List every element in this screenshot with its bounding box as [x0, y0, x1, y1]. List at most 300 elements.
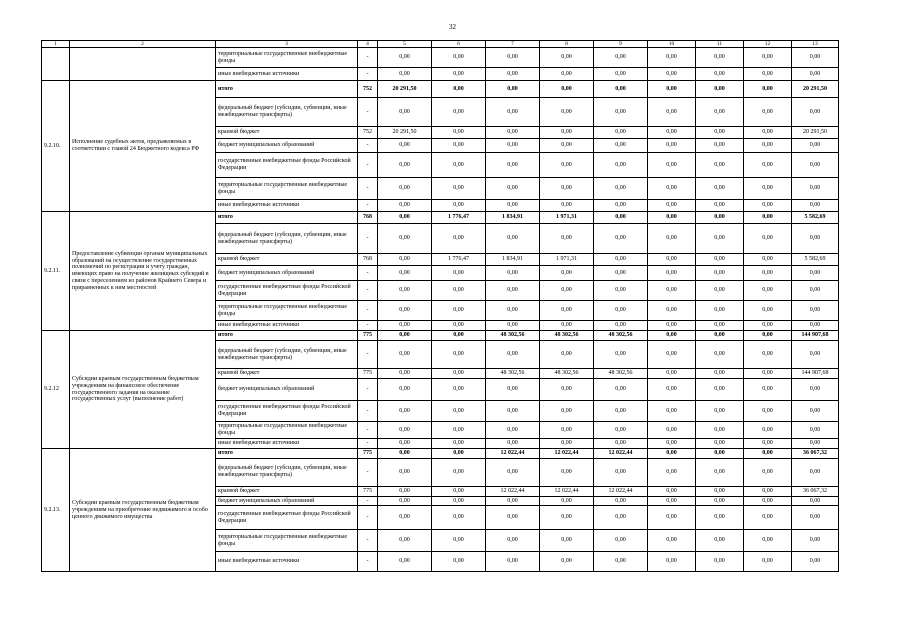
funding-source: иные внебюджетные источники	[216, 321, 358, 331]
amount-cell: 0,00	[696, 506, 744, 530]
amount-cell: 0,00	[696, 254, 744, 266]
amount-cell: 20 291,50	[792, 127, 839, 139]
budget-code: -	[358, 98, 378, 127]
amount-cell: 0,00	[378, 178, 432, 200]
amount-cell: 0,00	[594, 254, 648, 266]
funding-source: территориальные государственные внебюджетные фонды	[216, 301, 358, 321]
amount-cell: 0,00	[744, 552, 792, 572]
amount-cell: 0,00	[744, 422, 792, 439]
budget-code: -	[358, 200, 378, 212]
amount-cell: 0,00	[744, 48, 792, 68]
amount-cell: 0,00	[648, 48, 696, 68]
amount-cell: 12 022,44	[486, 448, 540, 458]
column-number: 13	[792, 41, 839, 48]
amount-cell: 0,00	[648, 139, 696, 153]
column-number: 7	[486, 41, 540, 48]
amount-cell: 0,00	[378, 552, 432, 572]
funding-source: федеральный бюджет (субсидии, субвенции, иные межбюджетные трансферты)	[216, 341, 358, 369]
amount-cell: 0,00	[432, 438, 486, 448]
amount-cell: 0,00	[744, 281, 792, 301]
amount-cell: 0,00	[648, 438, 696, 448]
amount-cell: 0,00	[792, 530, 839, 552]
amount-cell: 0,00	[432, 401, 486, 422]
amount-cell: 0,00	[792, 422, 839, 439]
amount-cell: 0,00	[696, 438, 744, 448]
amount-cell: 48 302,56	[540, 331, 594, 341]
budget-code: 752	[358, 127, 378, 139]
amount-cell: 0,00	[648, 486, 696, 496]
item-number: 9.2.11.	[42, 212, 70, 331]
amount-cell: 0,00	[378, 341, 432, 369]
amount-cell: 0,00	[432, 224, 486, 254]
funding-source: краевой бюджет	[216, 369, 358, 379]
amount-cell: 0,00	[486, 178, 540, 200]
amount-cell: 0,00	[744, 266, 792, 281]
amount-cell: 0,00	[648, 81, 696, 98]
amount-cell: 0,00	[378, 68, 432, 81]
amount-cell: 0,00	[744, 486, 792, 496]
amount-cell: 0,00	[432, 127, 486, 139]
amount-cell: 0,00	[378, 48, 432, 68]
budget-code: -	[358, 321, 378, 331]
amount-cell: 0,00	[648, 496, 696, 506]
column-number: 6	[432, 41, 486, 48]
amount-cell: 0,00	[594, 127, 648, 139]
amount-cell: 0,00	[648, 212, 696, 224]
amount-cell: 0,00	[432, 281, 486, 301]
item-number: 9.2.12	[42, 331, 70, 448]
amount-cell: 0,00	[792, 98, 839, 127]
budget-code: -	[358, 178, 378, 200]
amount-cell: 0,00	[486, 139, 540, 153]
amount-cell: 0,00	[540, 127, 594, 139]
budget-code: -	[358, 401, 378, 422]
amount-cell: 0,00	[594, 139, 648, 153]
amount-cell: 0,00	[378, 438, 432, 448]
amount-cell: 0,00	[648, 369, 696, 379]
amount-cell: 1 834,91	[486, 212, 540, 224]
amount-cell: 0,00	[540, 438, 594, 448]
amount-cell: 20 291,50	[378, 127, 432, 139]
amount-cell: 0,00	[432, 321, 486, 331]
amount-cell: 0,00	[594, 422, 648, 439]
amount-cell: 0,00	[378, 369, 432, 379]
amount-cell: 0,00	[486, 81, 540, 98]
amount-cell: 0,00	[792, 458, 839, 486]
amount-cell: 0,00	[486, 379, 540, 401]
amount-cell: 0,00	[378, 266, 432, 281]
amount-cell: 0,00	[648, 552, 696, 572]
budget-code: -	[358, 552, 378, 572]
amount-cell: 0,00	[486, 266, 540, 281]
funding-source: государственные внебюджетные фонды Российской Федерации	[216, 281, 358, 301]
amount-cell: 0,00	[594, 321, 648, 331]
budget-code: -	[358, 266, 378, 281]
table-row	[42, 448, 839, 458]
amount-cell: 0,00	[486, 438, 540, 448]
amount-cell: 0,00	[696, 224, 744, 254]
funding-source: государственные внебюджетные фонды Российской Федерации	[216, 506, 358, 530]
amount-cell: 0,00	[792, 438, 839, 448]
amount-cell: 0,00	[594, 81, 648, 98]
column-number: 10	[648, 41, 696, 48]
amount-cell: 0,00	[540, 401, 594, 422]
amount-cell: 0,00	[486, 506, 540, 530]
amount-cell: 36 067,32	[792, 448, 839, 458]
amount-cell: 0,00	[792, 552, 839, 572]
amount-cell: 0,00	[648, 458, 696, 486]
amount-cell: 0,00	[378, 422, 432, 439]
amount-cell: 0,00	[594, 68, 648, 81]
funding-source: итого	[216, 448, 358, 458]
amount-cell: 0,00	[744, 212, 792, 224]
amount-cell: 48 302,56	[594, 369, 648, 379]
amount-cell: 0,00	[744, 224, 792, 254]
amount-cell: 0,00	[540, 422, 594, 439]
column-number: 2	[70, 41, 216, 48]
amount-cell: 0,00	[594, 200, 648, 212]
amount-cell: 0,00	[540, 68, 594, 81]
amount-cell: 0,00	[594, 212, 648, 224]
amount-cell: 0,00	[792, 379, 839, 401]
amount-cell: 0,00	[696, 486, 744, 496]
amount-cell: 0,00	[648, 341, 696, 369]
amount-cell: 0,00	[486, 422, 540, 439]
amount-cell: 0,00	[744, 139, 792, 153]
amount-cell: 0,00	[696, 68, 744, 81]
item-number: 9.2.13.	[42, 448, 70, 572]
amount-cell: 0,00	[792, 301, 839, 321]
column-number: 12	[744, 41, 792, 48]
amount-cell: 0,00	[486, 401, 540, 422]
funding-source: федеральный бюджет (субсидии, субвенции, иные межбюджетные трансферты)	[216, 458, 358, 486]
amount-cell: 0,00	[696, 552, 744, 572]
amount-cell: 0,00	[540, 224, 594, 254]
amount-cell: 0,00	[594, 401, 648, 422]
amount-cell: 0,00	[648, 178, 696, 200]
amount-cell: 0,00	[432, 139, 486, 153]
amount-cell: 0,00	[378, 496, 432, 506]
amount-cell: 0,00	[744, 341, 792, 369]
funding-source: федеральный бюджет (субсидии, субвенции, иные межбюджетные трансферты)	[216, 224, 358, 254]
amount-cell: 0,00	[696, 98, 744, 127]
amount-cell: 0,00	[648, 530, 696, 552]
funding-source: иные внебюджетные источники	[216, 68, 358, 81]
amount-cell: 0,00	[792, 496, 839, 506]
amount-cell: 0,00	[744, 506, 792, 530]
amount-cell: 0,00	[696, 139, 744, 153]
amount-cell: 0,00	[486, 153, 540, 178]
amount-cell: 0,00	[540, 530, 594, 552]
amount-cell: 0,00	[594, 341, 648, 369]
amount-cell: 0,00	[744, 68, 792, 81]
amount-cell: 5 582,69	[792, 212, 839, 224]
amount-cell: 0,00	[432, 153, 486, 178]
amount-cell: 48 302,56	[594, 331, 648, 341]
funding-source: бюджет муниципальных образований	[216, 379, 358, 401]
amount-cell: 0,00	[594, 266, 648, 281]
amount-cell: 0,00	[594, 530, 648, 552]
funding-source: иные внебюджетные источники	[216, 438, 358, 448]
budget-code: 775	[358, 486, 378, 496]
amount-cell: 0,00	[744, 448, 792, 458]
amount-cell: 0,00	[744, 153, 792, 178]
amount-cell: 0,00	[744, 379, 792, 401]
amount-cell: 0,00	[594, 153, 648, 178]
column-number: 8	[540, 41, 594, 48]
amount-cell: 12 022,44	[540, 486, 594, 496]
amount-cell: 20 291,50	[378, 81, 432, 98]
budget-code: -	[358, 68, 378, 81]
item-name: Субсидии краевым государственным бюджетным учреждениям на приобретение недвижимого и особо ценного движимого имущества	[70, 448, 216, 572]
column-number: 9	[594, 41, 648, 48]
amount-cell: 0,00	[648, 379, 696, 401]
item-number: 9.2.10.	[42, 81, 70, 212]
amount-cell: 0,00	[486, 281, 540, 301]
amount-cell: 0,00	[486, 552, 540, 572]
amount-cell: 0,00	[696, 212, 744, 224]
amount-cell: 0,00	[432, 506, 486, 530]
amount-cell: 48 302,56	[540, 369, 594, 379]
amount-cell: 0,00	[540, 200, 594, 212]
amount-cell: 0,00	[432, 178, 486, 200]
budget-code: -	[358, 48, 378, 68]
amount-cell: 0,00	[486, 458, 540, 486]
amount-cell: 36 067,32	[792, 486, 839, 496]
funding-source: государственные внебюджетные фонды Российской Федерации	[216, 401, 358, 422]
amount-cell: 0,00	[594, 48, 648, 68]
column-number: 5	[378, 41, 432, 48]
funding-source: бюджет муниципальных образований	[216, 496, 358, 506]
amount-cell: 0,00	[432, 81, 486, 98]
amount-cell: 0,00	[594, 379, 648, 401]
column-number-row	[42, 41, 839, 48]
amount-cell: 0,00	[696, 48, 744, 68]
table-row	[42, 48, 839, 68]
amount-cell: 0,00	[696, 458, 744, 486]
amount-cell: 0,00	[540, 153, 594, 178]
budget-code: -	[358, 530, 378, 552]
budget-code: 752	[358, 81, 378, 98]
budget-code: -	[358, 458, 378, 486]
amount-cell: 0,00	[432, 341, 486, 369]
amount-cell: 0,00	[540, 48, 594, 68]
amount-cell: 0,00	[792, 153, 839, 178]
amount-cell: 0,00	[378, 301, 432, 321]
budget-code: 775	[358, 331, 378, 341]
amount-cell: 0,00	[648, 98, 696, 127]
amount-cell: 0,00	[594, 458, 648, 486]
budget-code: -	[358, 438, 378, 448]
amount-cell: 5 582,69	[792, 254, 839, 266]
amount-cell: 0,00	[648, 448, 696, 458]
amount-cell: 0,00	[792, 68, 839, 81]
amount-cell: 12 022,44	[594, 486, 648, 496]
amount-cell: 0,00	[648, 281, 696, 301]
amount-cell: 0,00	[594, 224, 648, 254]
amount-cell: 0,00	[486, 321, 540, 331]
amount-cell: 0,00	[744, 401, 792, 422]
amount-cell: 1 776,47	[432, 254, 486, 266]
budget-code: -	[358, 224, 378, 254]
amount-cell: 0,00	[594, 552, 648, 572]
amount-cell: 0,00	[486, 224, 540, 254]
amount-cell: 0,00	[432, 379, 486, 401]
amount-cell: 0,00	[696, 321, 744, 331]
column-number: 4	[358, 41, 378, 48]
amount-cell: 0,00	[378, 486, 432, 496]
amount-cell: 0,00	[648, 254, 696, 266]
amount-cell: 0,00	[744, 458, 792, 486]
budget-code: -	[358, 139, 378, 153]
item-name: Исполнение судебных актов, предъявляемых в соответствии с главой 24 Бюджетного кодекса РФ	[70, 81, 216, 212]
amount-cell: 0,00	[744, 496, 792, 506]
amount-cell: 0,00	[792, 401, 839, 422]
amount-cell: 0,00	[744, 369, 792, 379]
amount-cell: 0,00	[696, 153, 744, 178]
amount-cell: 0,00	[792, 506, 839, 530]
amount-cell: 0,00	[486, 200, 540, 212]
amount-cell: 0,00	[432, 200, 486, 212]
table-row	[42, 81, 839, 98]
amount-cell: 0,00	[744, 301, 792, 321]
amount-cell: 0,00	[378, 530, 432, 552]
amount-cell: 0,00	[540, 281, 594, 301]
amount-cell: 0,00	[744, 321, 792, 331]
amount-cell: 48 302,56	[486, 331, 540, 341]
amount-cell: 0,00	[378, 379, 432, 401]
amount-cell: 0,00	[594, 438, 648, 448]
amount-cell: 1 971,31	[540, 212, 594, 224]
amount-cell: 0,00	[378, 448, 432, 458]
amount-cell: 0,00	[378, 200, 432, 212]
amount-cell: 0,00	[744, 127, 792, 139]
amount-cell: 0,00	[792, 224, 839, 254]
amount-cell: 0,00	[540, 301, 594, 321]
amount-cell: 0,00	[594, 178, 648, 200]
amount-cell: 0,00	[540, 506, 594, 530]
amount-cell: 0,00	[432, 369, 486, 379]
amount-cell: 0,00	[696, 200, 744, 212]
amount-cell: 0,00	[378, 331, 432, 341]
amount-cell: 0,00	[696, 266, 744, 281]
amount-cell: 0,00	[378, 212, 432, 224]
budget-code: -	[358, 379, 378, 401]
amount-cell: 0,00	[432, 496, 486, 506]
funding-source: краевой бюджет	[216, 127, 358, 139]
item-number	[42, 48, 70, 81]
amount-cell: 0,00	[744, 200, 792, 212]
amount-cell: 0,00	[540, 81, 594, 98]
amount-cell: 0,00	[696, 81, 744, 98]
amount-cell: 0,00	[648, 401, 696, 422]
budget-code: 768	[358, 254, 378, 266]
amount-cell: 0,00	[594, 98, 648, 127]
amount-cell: 0,00	[486, 127, 540, 139]
amount-cell: 0,00	[486, 68, 540, 81]
budget-code: -	[358, 341, 378, 369]
amount-cell: 0,00	[486, 496, 540, 506]
amount-cell: 0,00	[744, 438, 792, 448]
amount-cell: 0,00	[432, 448, 486, 458]
amount-cell: 0,00	[792, 178, 839, 200]
amount-cell: 12 022,44	[540, 448, 594, 458]
amount-cell: 0,00	[486, 341, 540, 369]
amount-cell: 0,00	[432, 458, 486, 486]
budget-code: -	[358, 281, 378, 301]
funding-source: иные внебюджетные источники	[216, 552, 358, 572]
amount-cell: 0,00	[594, 496, 648, 506]
funding-source: краевой бюджет	[216, 486, 358, 496]
amount-cell: 0,00	[696, 530, 744, 552]
amount-cell: 0,00	[378, 224, 432, 254]
amount-cell: 0,00	[648, 331, 696, 341]
amount-cell: 0,00	[378, 281, 432, 301]
amount-cell: 0,00	[432, 530, 486, 552]
amount-cell: 12 022,44	[486, 486, 540, 496]
amount-cell: 0,00	[648, 127, 696, 139]
amount-cell: 0,00	[432, 98, 486, 127]
amount-cell: 0,00	[696, 422, 744, 439]
amount-cell: 0,00	[540, 496, 594, 506]
amount-cell: 0,00	[648, 266, 696, 281]
funding-source: государственные внебюджетные фонды Российской Федерации	[216, 153, 358, 178]
amount-cell: 0,00	[792, 341, 839, 369]
amount-cell: 0,00	[432, 331, 486, 341]
funding-source: федеральный бюджет (субсидии, субвенции, иные межбюджетные трансферты)	[216, 98, 358, 127]
amount-cell: 0,00	[486, 48, 540, 68]
funding-source: территориальные государственные внебюджетные фонды	[216, 178, 358, 200]
budget-code: -	[358, 422, 378, 439]
amount-cell: 0,00	[696, 401, 744, 422]
funding-source: территориальные государственные внебюджетные фонды	[216, 48, 358, 68]
budget-code: 775	[358, 369, 378, 379]
amount-cell: 0,00	[792, 321, 839, 331]
amount-cell: 0,00	[792, 266, 839, 281]
amount-cell: 0,00	[378, 153, 432, 178]
budget-code: 775	[358, 448, 378, 458]
column-number: 1	[42, 41, 70, 48]
amount-cell: 0,00	[744, 178, 792, 200]
amount-cell: 0,00	[486, 301, 540, 321]
column-number: 3	[216, 41, 358, 48]
amount-cell: 0,00	[792, 139, 839, 153]
amount-cell: 0,00	[696, 301, 744, 321]
amount-cell: 0,00	[432, 48, 486, 68]
amount-cell: 0,00	[432, 552, 486, 572]
amount-cell: 0,00	[744, 81, 792, 98]
amount-cell: 0,00	[648, 321, 696, 331]
item-name: Предоставление субвенции органам муниципальных образований на осуществление государственных полномочий по регистрации и учету граждан, имеющих право на получение жилищных субсидий в связи с переселением из районов Крайнего Севера и приравненных к ним местностей	[70, 212, 216, 331]
amount-cell: 0,00	[540, 98, 594, 127]
amount-cell: 0,00	[594, 301, 648, 321]
item-name: Субсидии краевым государственным бюджетным учреждениям на финансовое обеспечение государственного задания на оказание государственных услуг (выполнение работ)	[70, 331, 216, 448]
amount-cell: 0,00	[432, 422, 486, 439]
funding-source: территориальные государственные внебюджетные фонды	[216, 422, 358, 439]
page-number: 32	[449, 23, 456, 31]
funding-source: итого	[216, 81, 358, 98]
funding-source: бюджет муниципальных образований	[216, 266, 358, 281]
amount-cell: 0,00	[540, 379, 594, 401]
amount-cell: 0,00	[696, 281, 744, 301]
amount-cell: 0,00	[648, 68, 696, 81]
amount-cell: 0,00	[744, 530, 792, 552]
amount-cell: 0,00	[432, 266, 486, 281]
funding-source: территориальные государственные внебюджетные фонды	[216, 530, 358, 552]
amount-cell: 0,00	[432, 301, 486, 321]
amount-cell: 1 971,31	[540, 254, 594, 266]
funding-source: иные внебюджетные источники	[216, 200, 358, 212]
